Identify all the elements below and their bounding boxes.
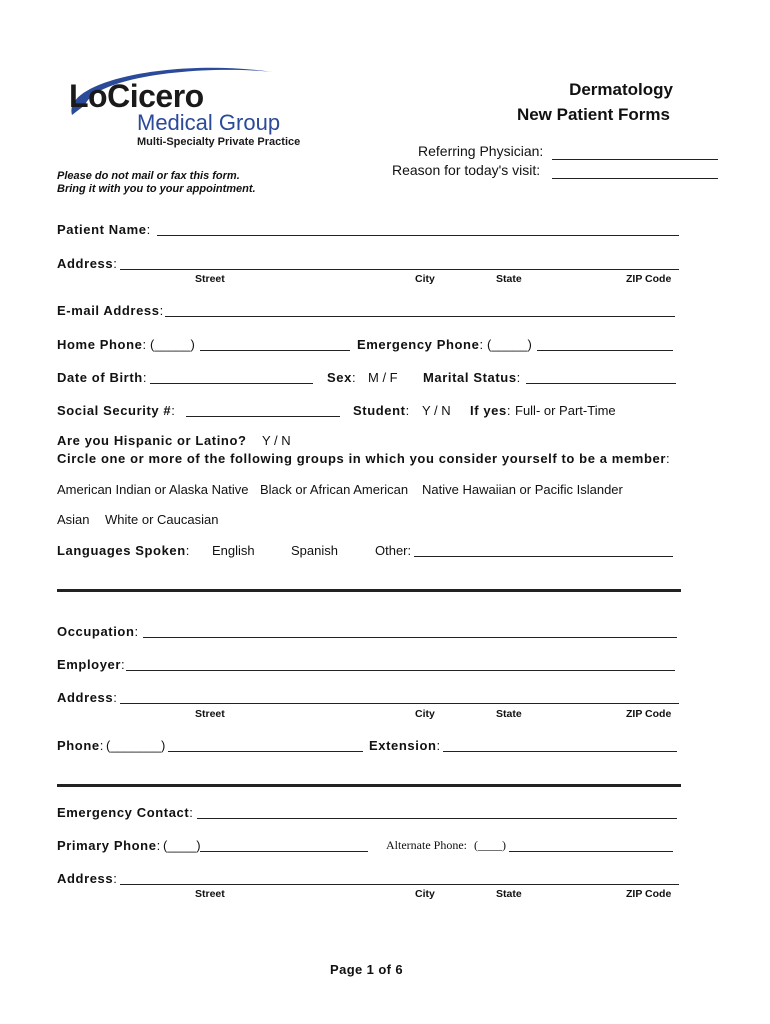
home-phone-area[interactable]: (_____): [150, 337, 195, 352]
form-title-line1: Dermatology: [569, 80, 673, 99]
home-phone-label: Home Phone:: [57, 337, 147, 352]
page-number: Page 1 of 6: [330, 962, 404, 977]
hispanic-label: Are you Hispanic or Latino?: [57, 433, 247, 448]
employer-address-state: State: [496, 708, 522, 720]
patient-address-label: Address:: [57, 256, 118, 271]
group-native-hawaiian[interactable]: Native Hawaiian or Pacific Islander: [422, 482, 623, 497]
hispanic-options[interactable]: Y / N: [262, 433, 291, 448]
dob-field[interactable]: [150, 369, 313, 384]
patient-address-state: State: [496, 273, 522, 285]
extension-label: Extension:: [369, 738, 441, 753]
group-asian[interactable]: Asian: [57, 512, 90, 527]
primary-phone-field[interactable]: [200, 837, 368, 852]
emergency-contact-field[interactable]: [197, 804, 677, 819]
occupation-field[interactable]: [143, 623, 677, 638]
logo-tagline: Multi-Specialty Private Practice: [137, 136, 301, 148]
language-other-field[interactable]: [414, 542, 673, 557]
emergency-phone-field[interactable]: [537, 336, 673, 351]
employer-phone-field[interactable]: [168, 737, 363, 752]
notice-line1: Please do not mail or fax this form.: [57, 170, 240, 182]
section-divider-2: [57, 784, 681, 787]
employer-address-field[interactable]: [120, 689, 679, 704]
groups-label: Circle one or more of the following groups in which you consider yourself to be a member:: [57, 451, 671, 466]
group-white[interactable]: White or Caucasian: [105, 512, 219, 527]
patient-name-field[interactable]: [157, 221, 679, 236]
reason-field[interactable]: [552, 164, 718, 179]
logo: [57, 60, 301, 155]
employer-field[interactable]: [126, 656, 675, 671]
ssn-label: Social Security #:: [57, 403, 176, 418]
sex-options[interactable]: M / F: [368, 370, 398, 385]
home-phone-field[interactable]: [200, 336, 350, 351]
employer-address-label: Address:: [57, 690, 118, 705]
language-english[interactable]: English: [212, 543, 255, 558]
patient-name-label: Patient Name:: [57, 222, 151, 237]
employer-address-street: Street: [195, 708, 225, 720]
patient-address-city: City: [415, 273, 435, 285]
alternate-phone-area[interactable]: (____): [474, 838, 506, 852]
if-yes-label: If yes:: [470, 403, 512, 418]
logo-name: LoCicero: [69, 78, 204, 114]
referring-physician-label: Referring Physician:: [418, 143, 544, 159]
emergency-phone-area[interactable]: (_____): [487, 337, 532, 352]
ssn-field[interactable]: [186, 402, 340, 417]
languages-label: Languages Spoken:: [57, 543, 191, 558]
email-label: E-mail Address:: [57, 303, 164, 318]
student-options[interactable]: Y / N: [422, 403, 451, 418]
emergency-contact-label: Emergency Contact:: [57, 805, 194, 820]
primary-phone-area[interactable]: (____): [163, 838, 201, 853]
section-divider-1: [57, 589, 681, 592]
patient-address-field[interactable]: [120, 255, 679, 270]
employer-phone-label: Phone:: [57, 738, 104, 753]
emergency-address-city: City: [415, 888, 435, 900]
referring-physician-field[interactable]: [552, 145, 718, 160]
emergency-address-zip: ZIP Code: [626, 888, 672, 900]
emergency-address-field[interactable]: [120, 870, 679, 885]
dob-label: Date of Birth:: [57, 370, 148, 385]
patient-address-zip: ZIP Code: [626, 273, 672, 285]
form-title-line2: New Patient Forms: [516, 105, 670, 124]
notice-line2: Bring it with you to your appointment.: [57, 183, 256, 195]
email-field[interactable]: [165, 302, 675, 317]
reason-label: Reason for today's visit:: [392, 162, 541, 178]
primary-phone-label: Primary Phone:: [57, 838, 161, 853]
language-other-label: Other:: [375, 543, 412, 558]
language-spanish[interactable]: Spanish: [291, 543, 338, 558]
group-american-indian[interactable]: American Indian or Alaska Native: [57, 482, 249, 497]
sex-label: Sex:: [327, 370, 357, 385]
emergency-phone-label: Emergency Phone:: [357, 337, 484, 352]
marital-field[interactable]: [526, 369, 676, 384]
marital-label: Marital Status:: [423, 370, 521, 385]
occupation-label: Occupation:: [57, 624, 139, 639]
employer-label: Employer:: [57, 657, 126, 672]
extension-field[interactable]: [443, 737, 677, 752]
student-label: Student:: [353, 403, 410, 418]
logo-group: Medical Group: [137, 110, 281, 135]
alternate-phone-label: Alternate Phone:: [386, 838, 467, 852]
employer-address-zip: ZIP Code: [626, 708, 672, 720]
employer-phone-area[interactable]: (_______): [106, 738, 166, 753]
if-yes-options[interactable]: Full- or Part-Time: [515, 403, 616, 418]
emergency-address-street: Street: [195, 888, 225, 900]
alternate-phone-field[interactable]: [509, 837, 673, 852]
patient-address-street: Street: [195, 273, 225, 285]
emergency-address-label: Address:: [57, 871, 118, 886]
emergency-address-state: State: [496, 888, 522, 900]
employer-address-city: City: [415, 708, 435, 720]
group-black[interactable]: Black or African American: [260, 482, 409, 497]
